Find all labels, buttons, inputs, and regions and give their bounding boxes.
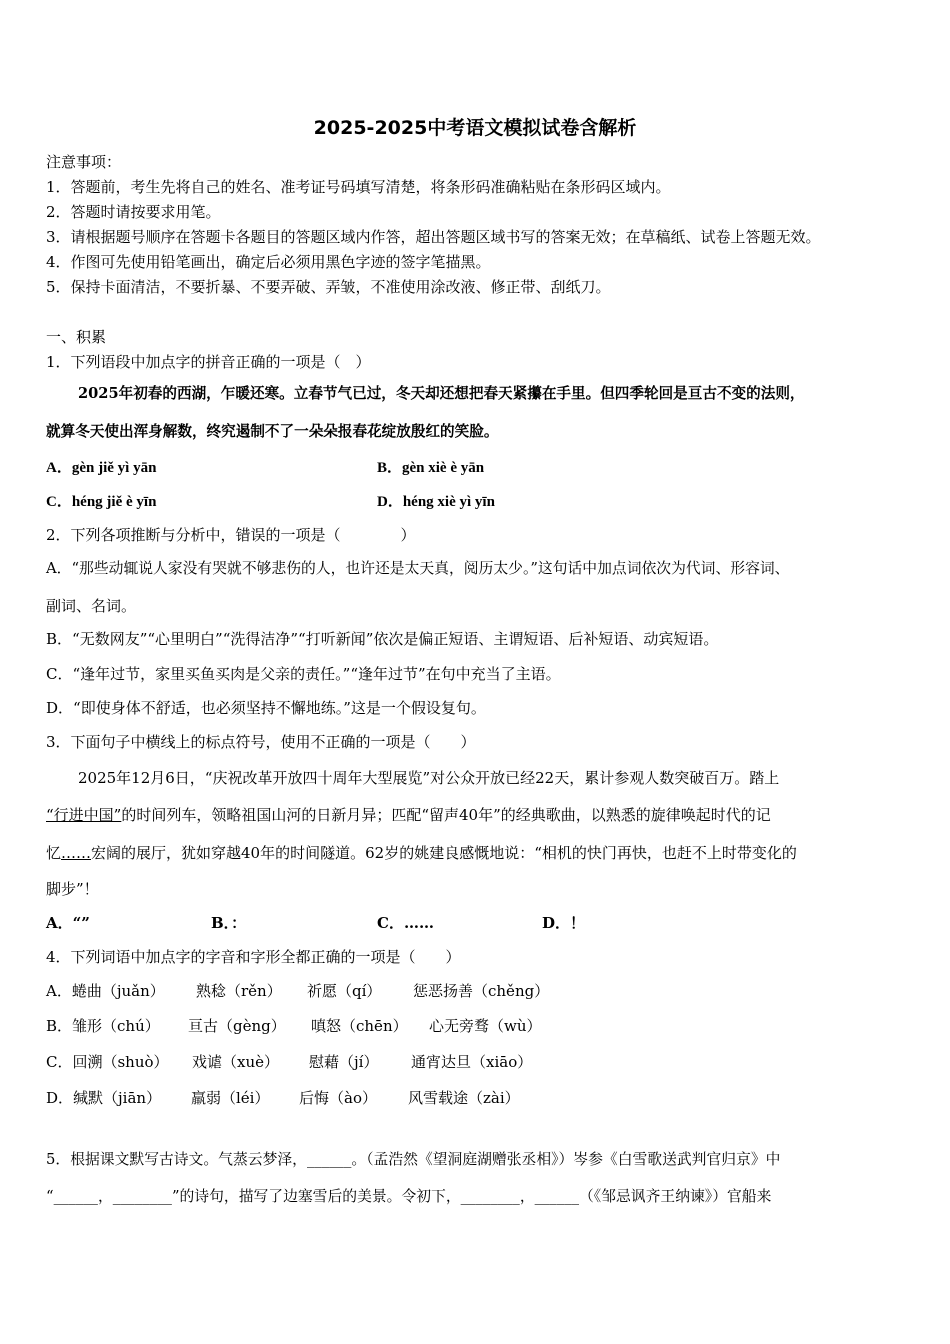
q3-passage-text: 宏阔的展厅，犹如穿越40年的时间隧道。62岁的姚建良感慨地说：“相机的快门再快，也赶不上时带变化的	[91, 844, 797, 862]
q1-stem: 1．下列语段中加点字的拼音正确的一项是（ ）	[46, 353, 371, 371]
q3-passage-line: 2025年12月6日，“庆祝改革开放四十周年大型展览”对公众开放已经22天，累计参观人数突破百万。踏上	[78, 769, 780, 787]
q3-underlined-ellipsis: ……	[61, 844, 92, 862]
q4-option-d-word: 后悔（ào）	[299, 1089, 377, 1107]
q2-option-a: A．“那些动辄说人家没有哭就不够悲伤的人，也许还是太天真，阅历太少。”这句话中加点词依次为代词、形容词、	[46, 560, 790, 577]
q5-line: “______，________”的诗句，描写了边塞雪后的美景。令初下，________，______（《邹忌讽齐王纳谏》）官船来	[46, 1188, 772, 1205]
q3-underlined-quote: “行进中国”	[46, 806, 122, 824]
q2-option-b: B．“无数网友”“心里明白”“洗得洁净”“打听新闻”依次是偏正短语、主谓短语、后补短语、动宾短语。	[46, 630, 719, 648]
q3-passage-line	[46, 805, 906, 825]
q3-passage-text: 的时间列车，领略祖国山河的日新月异；匹配“留声40年”的经典歌曲，以熟悉的旋律唤起时代的记	[121, 806, 771, 824]
section-heading: 一、积累	[46, 328, 107, 346]
q3-option-c: C．……	[377, 914, 434, 932]
q2-option-a-cont: 副词、名词。	[46, 597, 137, 615]
q4-option-c-word: 慰藉（jí）	[309, 1053, 379, 1071]
q1-passage-line: 就算冬天使出浑身解数，终究遏制不了一朵朵报春花绽放殷红的笑脸。	[46, 423, 499, 440]
q4-option-a-word: 祈愿（qí）	[307, 982, 382, 1000]
q1-option-c: C．héng jiě è yīn	[46, 494, 157, 510]
q3-option-a: A．“”	[46, 914, 90, 932]
q2-stem: 2．下列各项推断与分析中，错误的一项是（ ）	[46, 526, 416, 544]
notice-heading: 注意事项：	[46, 153, 122, 171]
q1-option-a: A．gèn jiě yì yān	[46, 460, 157, 476]
q3-passage-line	[46, 843, 906, 863]
q4-option-b-word: 嗔怒（chēn）	[311, 1017, 408, 1035]
q1-option-d: D．héng xiè yì yīn	[377, 494, 495, 510]
q3-passage-line: 脚步”！	[46, 880, 99, 898]
q3-passage-text: 忆	[46, 844, 62, 862]
q4-option-b-word: B．雏形（chú）	[46, 1017, 160, 1035]
notice-item: 1．答题前，考生先将自己的姓名、准考证号码填写清楚，将条形码准确粘贴在条形码区域内。	[46, 178, 671, 196]
q3-stem: 3．下面句子中横线上的标点符号，使用不正确的一项是（ ）	[46, 733, 476, 751]
notice-item: 4．作图可先使用铅笔画出，确定后必须用黑色字迹的签字笔描黑。	[46, 253, 491, 271]
q4-option-d-word: D．缄默（jiān）	[46, 1089, 162, 1107]
q2-option-c: C．“逢年过节，家里买鱼买肉是父亲的责任。”“逢年过节”在句中充当了主语。	[46, 665, 561, 683]
q4-option-a-word: 惩恶扬善（chěng）	[413, 982, 550, 1000]
q4-option-c-word: C．回溯（shuò）	[46, 1053, 169, 1071]
q4-option-b-word: 亘古（gèng）	[188, 1017, 286, 1035]
q3-option-b: B．：	[211, 914, 247, 932]
q4-option-d-word: 风雪载途（zài）	[408, 1089, 520, 1107]
notice-item: 3．请根据题号顺序在答题卡各题目的答题区域内作答，超出答题区域书写的答案无效；在草稿纸、试卷上答题无效。	[46, 228, 821, 246]
q2-option-d: D．“即使身体不舒适，也必须坚持不懈地练。”这是一个假设复句。	[46, 699, 486, 717]
q4-option-c-word: 通宵达旦（xiāo）	[411, 1053, 533, 1071]
q1-option-b: B．gèn xiè è yān	[377, 460, 485, 476]
q5-line: 5．根据课文默写古诗文。气蒸云梦泽，______。（孟浩然《望洞庭湖赠张丞相》）岑参《白雪歌送武判官归京》中	[46, 1151, 781, 1168]
q4-stem: 4．下列词语中加点字的字音和字形全都正确的一项是（ ）	[46, 948, 461, 966]
q4-option-b-word: 心无旁骛（wù）	[429, 1017, 542, 1035]
q1-passage-line: 2025年初春的西湖，乍暖还寒。立春节气已过，冬天却还想把春天紧攥在手里。但四季轮回是亘古不变的法则，	[78, 385, 805, 402]
q4-option-a-word: 熟稔（rěn）	[196, 982, 282, 1000]
q3-option-d: D．！	[542, 914, 586, 932]
notice-item: 2．答题时请按要求用笔。	[46, 203, 221, 221]
q4-option-d-word: 羸弱（léi）	[191, 1089, 270, 1107]
notice-item: 5．保持卡面清洁，不要折暴、不要弄破、弄皱，不准使用涂改液、修正带、刮纸刀。	[46, 278, 611, 296]
page-title: 2025-2025中考语文模拟试卷含解析	[313, 117, 637, 139]
q4-option-a-word: A．蜷曲（juǎn）	[46, 982, 165, 1000]
q4-option-c-word: 戏谑（xuè）	[192, 1053, 279, 1071]
